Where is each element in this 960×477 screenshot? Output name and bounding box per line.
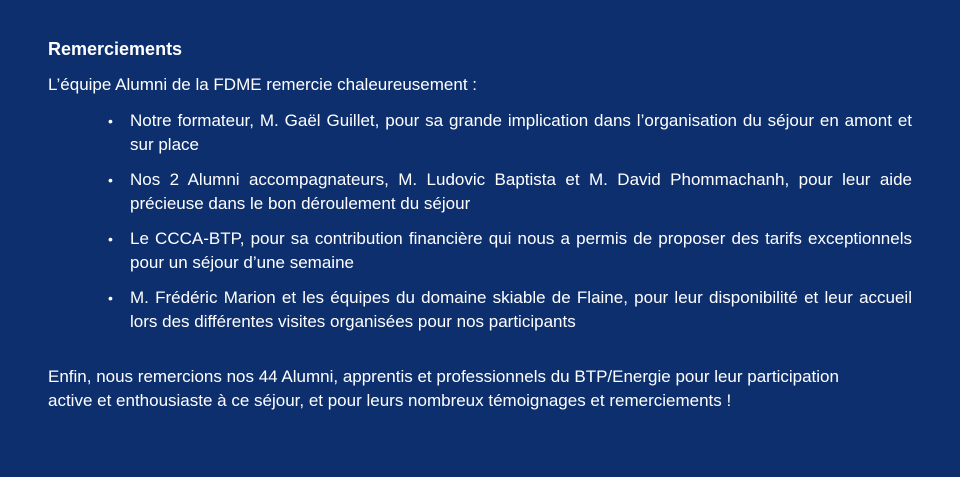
list-item-text: Notre formateur, M. Gaël Guillet, pour sa grande implication dans l’organisation du séjour en amont et sur place [130,111,912,154]
bullet-icon: • [108,231,113,247]
list-item-text: Nos 2 Alumni accompagnateurs, M. Ludovic Baptista et M. David Phommachanh, pour leur aide précieuse dans le bon déroulement du séjour [130,170,912,213]
thanks-list [48,109,912,334]
bullet-icon: • [108,113,113,129]
list-item-text: Le CCCA-BTP, pour sa contribution financière qui nous a permis de proposer des tarifs exceptionnels pour un séjour d’une semaine [130,229,912,272]
closing-text: Enfin, nous remercions nos 44 Alumni, apprentis et professionnels du BTP/Energie pour leur participation active et enthousiaste à ce séjour, et pour leurs nombreux témoignages et remerciements ! [48,367,839,410]
intro-text: L’équipe Alumni de la FDME remercie chaleureusement : [48,75,477,94]
list-item [106,168,912,216]
page-title: Remerciements [48,39,183,59]
bullet-icon: • [108,172,113,188]
list-item [106,227,912,275]
list-item [106,286,912,334]
list-item-text: M. Frédéric Marion et les équipes du domaine skiable de Flaine, pour leur disponibilité et leur accueil lors des différentes visites organisées pour nos participants [130,288,912,331]
list-item [106,109,912,157]
bullet-icon: • [108,290,113,306]
